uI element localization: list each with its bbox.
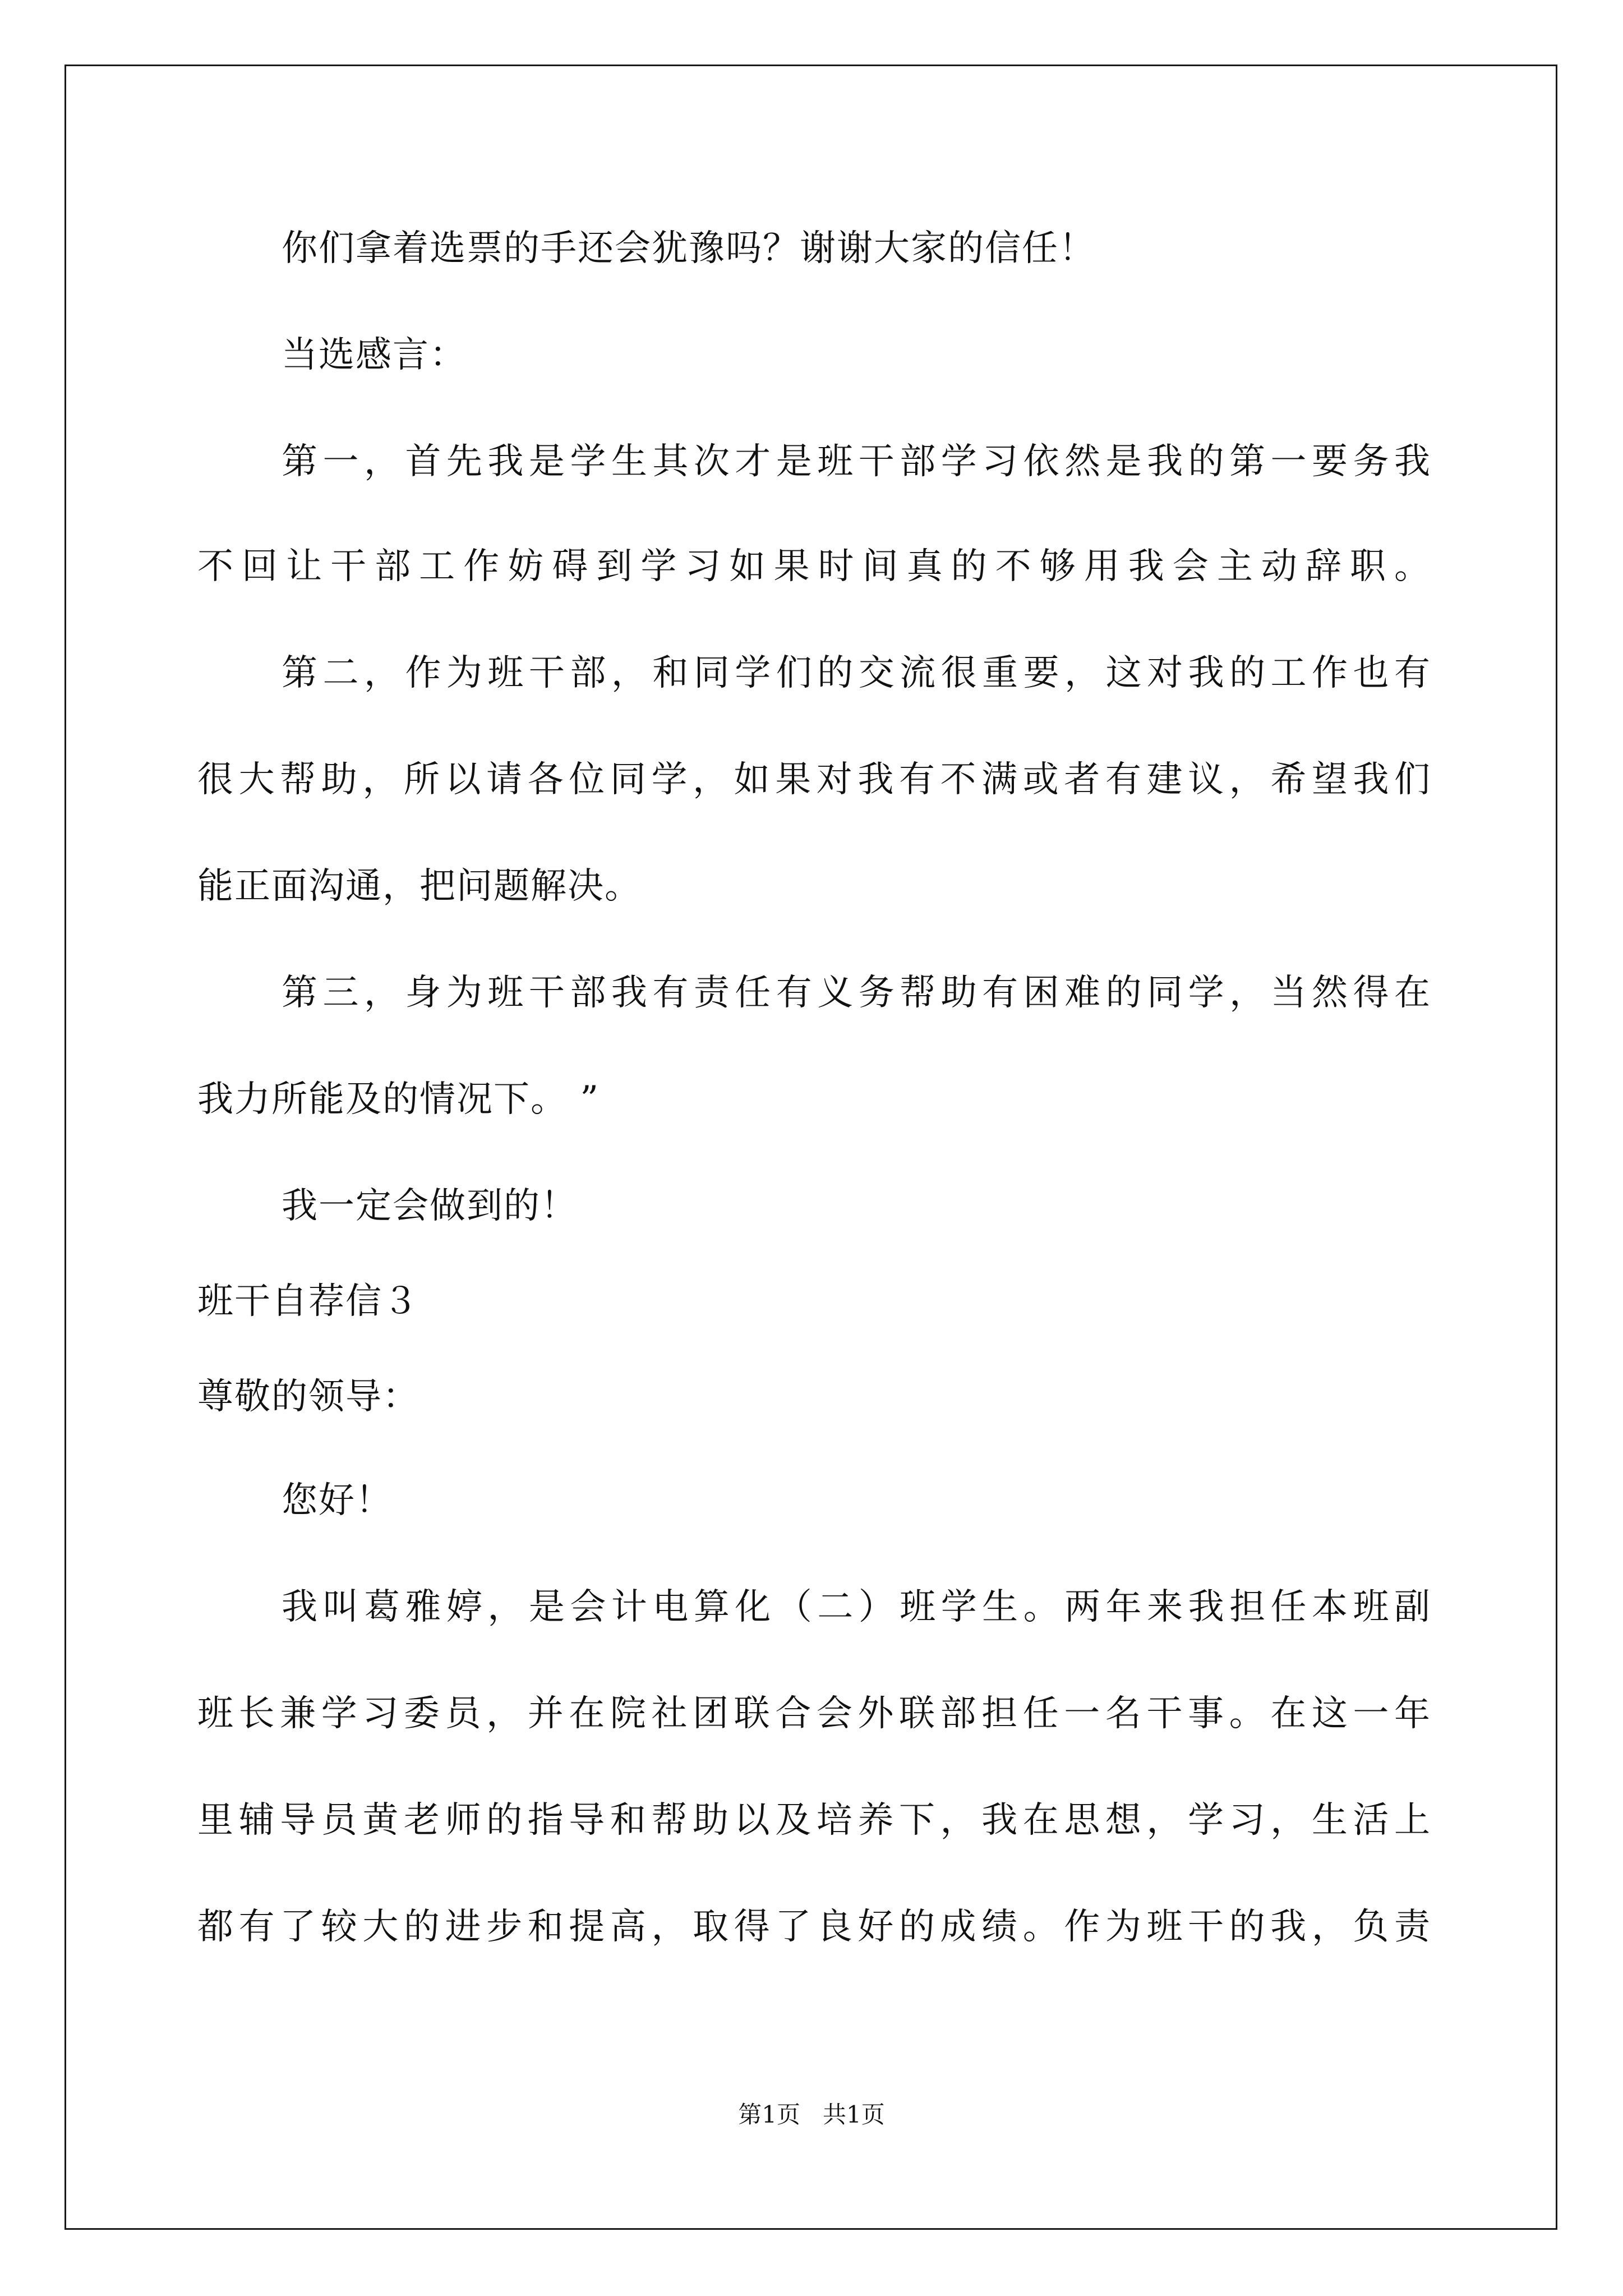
paragraph-line: 你们拿着选票的手还会犹豫吗？谢谢大家的信任！ [282,228,1096,269]
page-number-footer: 第1页 共1页 [738,2101,885,2128]
section-heading: 班干自荐信３ [197,1281,419,1322]
paragraph-line: 里辅导员黄老师的指导和帮助以及培养下，我在思想，学习，生活上 [197,1800,1431,1841]
paragraph-line: 都有了较大的进步和提高，取得了良好的成绩。作为班干的我，负责 [197,1906,1431,1948]
greeting: 您好！ [282,1480,393,1521]
paragraph-line: 不回让干部工作妨碍到学习如果时间真的不够用我会主动辞职。 [197,546,1431,587]
paragraph-line: 第二，作为班干部，和同学们的交流很重要，这对我的工作也有 [282,652,1431,694]
paragraph-line: 班长兼学习委员，并在院社团联合会外联部担任一名干事。在这一年 [197,1693,1431,1734]
paragraph-line: 第三，身为班干部我有责任有义务帮助有困难的同学，当然得在 [282,972,1431,1014]
paragraph-line: 第一，首先我是学生其次才是班干部学习依然是我的第一要务我 [282,441,1431,482]
paragraph-line: 我一定会做到的！ [282,1185,578,1227]
paragraph-line: 我力所能及的情况下。 ” [197,1079,600,1120]
paragraph-line: 很大帮助，所以请各位同学，如果对我有不满或者有建议，希望我们 [197,759,1431,800]
paragraph-line: 能正面沟通，把问题解决。 [197,866,642,907]
salutation: 尊敬的领导： [197,1376,419,1418]
paragraph-line: 当选感言： [282,334,467,376]
paragraph-line: 我叫葛雅婷，是会计电算化（二）班学生。两年来我担任本班副 [282,1586,1431,1628]
